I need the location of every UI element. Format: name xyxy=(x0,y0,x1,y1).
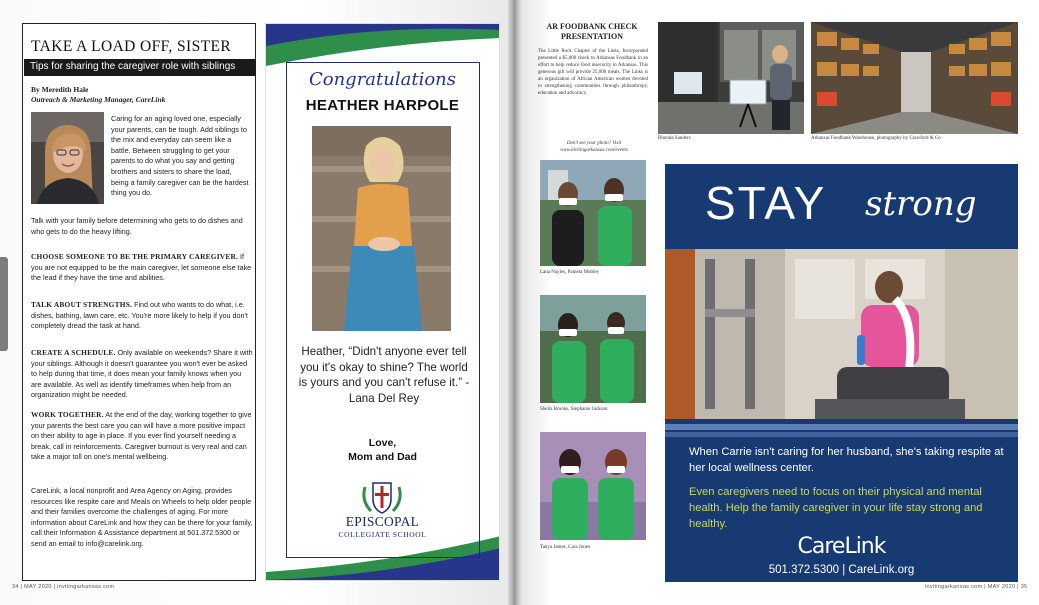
tip-text: If you are not equipped to be the main caregiver, let someone else take the lead if they have the time and abilities. xyxy=(31,252,252,283)
tip-primary-caregiver xyxy=(31,252,253,284)
tip-heading: WORK TOGETHER. xyxy=(31,410,104,419)
ad-signoff xyxy=(266,436,499,464)
honoree-photo xyxy=(312,126,451,331)
caption-rhonda: Rhonda Sanders xyxy=(658,136,691,141)
article-byline: By Meredith Hale xyxy=(31,85,89,94)
stay-strong-ad xyxy=(665,164,1018,582)
right-folio: invitingarkansas.com | MAY 2020 | 35 xyxy=(925,584,1028,590)
wellness-center-photo xyxy=(665,249,1018,419)
school-subname: COLLEGIATE SCHOOL xyxy=(338,530,427,539)
honoree-name: HEATHER HARPOLE xyxy=(305,97,460,114)
caption-pair2: Shelia Brooks, Stephanie Jackson xyxy=(540,407,608,412)
carelink-info: CareLink, a local nonprofit and Area Agency on Aging, provides resources like respite care and Meals on Wheels to help older people and their families overcome the challenges of aging. For more information about CareLink and how they can be there for your family, call their Information & Assistance department at 501.372.5300 or send an email to info@carelink.org. xyxy=(31,486,253,548)
caption-pair1: Lana Nayles, Pamela Mobley xyxy=(540,270,600,275)
from-line: Mom and Dad xyxy=(348,451,417,463)
tip-strengths xyxy=(31,300,253,332)
foodbank-text: The Little Rock Chapter of the Links, Incorporated presented a $5,000 check to Arkansas Foodbank in an effort to help reduce food insecurity in Arkansas. This generous gift will provide 25,000 meals. The Links is an organization of African American women devoted to strengthening communities through philanthropy, education and advocacy. xyxy=(538,49,648,96)
congratulations-ad xyxy=(265,23,500,581)
article-intro: Caring for an aging loved one, especially your parents, can be tough. Add siblings to the mix and everyday can seem like a battle. Between struggling to get your parents to do what you say and getting brothers and sisters to share the load, being a family caregiver can be the hardest thing you do. xyxy=(111,114,249,198)
event-photo-3 xyxy=(540,432,646,540)
tip-work-together xyxy=(31,410,253,463)
love-line: Love, xyxy=(368,437,397,449)
caption-pair3: Tanya James, Cara Jones xyxy=(540,545,590,550)
ad-message-text: Even caregivers need to focus on their physical and mental health. Help the family caregiver in your life stay strong and healthy. xyxy=(689,486,983,530)
ad-divider-light xyxy=(665,424,1018,430)
stay-word: STAY xyxy=(705,177,827,229)
carelink-logo: CareLink xyxy=(797,534,886,559)
caption-warehouse: Arkansas Foodbank Warehouse, photography by Crawford & Co xyxy=(811,136,941,141)
tip-heading: CHOOSE SOMEONE TO BE THE PRIMARY CAREGIVER. xyxy=(31,252,239,261)
episcopal-crest-icon xyxy=(359,477,405,517)
photo-prompt: Don't see your photo? Visit www.invitingarkansas.com/events xyxy=(560,141,628,153)
ad-quote: Heather, “Didn't anyone ever tell you it's okay to shine? The world is yours and you can't refuse it.” -Lana Del Rey xyxy=(298,345,470,405)
tip-text: Find out who wants to do what, i.e. dishes, bathing, lawn care, etc. You're more likely to help if you don't completely dread the task at hand. xyxy=(31,300,248,331)
congrats-heading: Congratulations xyxy=(308,69,457,90)
tip-heading: CREATE A SCHEDULE. xyxy=(31,348,116,357)
article-subtitle: Tips for sharing the caregiver role with siblings xyxy=(24,59,256,76)
ad-story-text: When Carrie isn't caring for her husband, she's taking respite at her local wellness center. xyxy=(689,446,1004,474)
foodbank-heading: AR FOODBANK CHECK PRESENTATION xyxy=(546,22,638,41)
carelink-contact[interactable]: 501.372.5300 | CareLink.org xyxy=(768,564,915,576)
tip-text: At the end of the day, working together to give your parents the best care you can will have a more positive impact on their ability to age in place. If you ever find yourself needing a break, call in reinforcements. Caregiver burnout is very real and can take a major toll on one's mental wellbeing. xyxy=(31,410,252,462)
tip-text: Only available on weekends? Share it with your siblings. Although it doesn't guarantee you won't ever be asked to help during that time, it does mean your family knows when you are available. As well as identify timeframes when help from an organization might be needed. xyxy=(31,348,253,400)
check-presentation-photo xyxy=(658,22,804,134)
author-role: Outreach & Marketing Manager, CareLink xyxy=(31,95,166,104)
tip-heading: TALK ABOUT STRENGTHS. xyxy=(31,300,133,309)
page-turn-handle[interactable] xyxy=(0,257,8,351)
page-gutter xyxy=(508,0,523,605)
author-photo xyxy=(31,112,104,204)
school-name: EPISCOPAL xyxy=(345,514,420,529)
left-folio: 34 | MAY 2020 | invitingarkansas.com xyxy=(12,584,115,590)
article-title: TAKE A LOAD OFF, SISTER xyxy=(31,38,232,55)
event-photo-2 xyxy=(540,295,646,403)
event-photo-1 xyxy=(540,160,646,266)
strong-word: strong xyxy=(865,184,977,224)
tip-schedule xyxy=(31,348,253,401)
ad-divider-dark xyxy=(665,432,1018,437)
caregiver-article xyxy=(22,23,256,581)
article-talk: Talk with your family before determining who gets to do dishes and who gets to do the heavy lifting. xyxy=(31,216,243,236)
warehouse-photo xyxy=(811,22,1018,134)
